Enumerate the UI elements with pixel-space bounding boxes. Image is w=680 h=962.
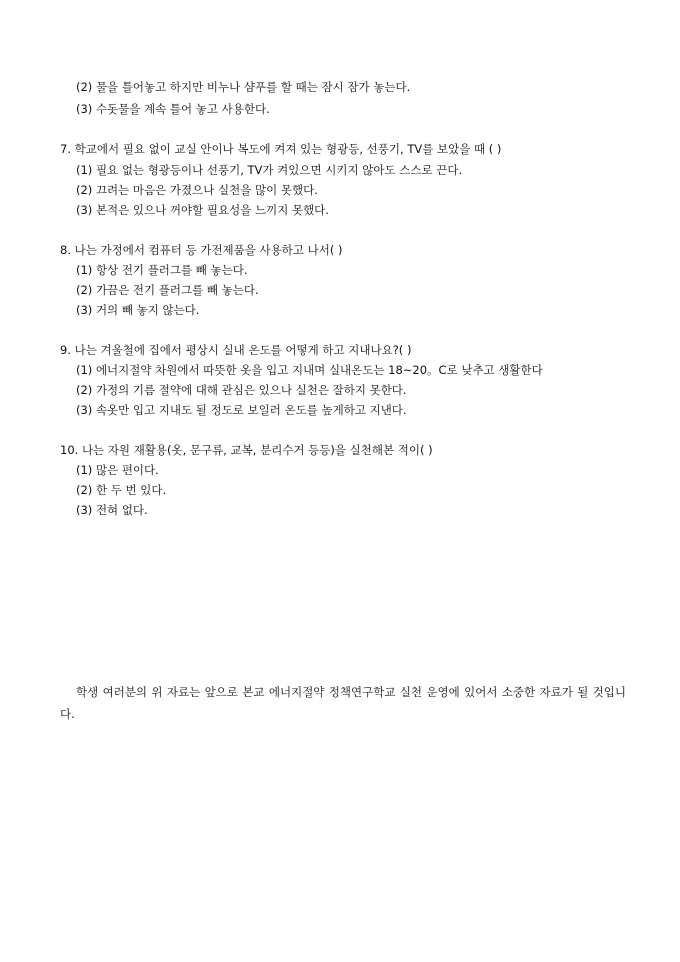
question-7-option-3: (3) 본적은 있으나 꺼야할 필요성을 느끼지 못했다. [76, 203, 329, 217]
question-10-option-3: (3) 전혀 없다. [76, 503, 148, 517]
pre-option-3: (3) 수돗물을 계속 틀어 놓고 사용한다. [76, 102, 270, 116]
question-9: 9. 나는 겨울철에 집에서 평상시 실내 온도를 어떻게 하고 지내나요?( ) [60, 343, 412, 357]
question-8: 8. 나는 가정에서 컴퓨터 등 가전제품을 사용하고 나서( ) [60, 243, 343, 257]
question-9-option-3: (3) 속옷만 입고 지내도 될 정도로 보일러 온도를 높게하고 지낸다. [76, 403, 407, 417]
question-10-option-2: (2) 한 두 번 있다. [76, 483, 167, 497]
question-8-option-2: (2) 가끔은 전기 플러그를 빼 놓는다. [76, 283, 259, 297]
question-10-option-1: (1) 많은 편이다. [76, 463, 159, 477]
question-9-option-2: (2) 가정의 기름 절약에 대해 관심은 있으나 실천은 잘하지 못한다. [76, 383, 407, 397]
question-8-option-1: (1) 항상 전기 플러그를 빼 놓는다. [76, 263, 248, 277]
question-9-option-1: (1) 에너지절약 차원에서 따뜻한 옷을 입고 지내며 실내온도는 18~20。C로 낮추고 생활한다 [76, 363, 543, 377]
question-8-option-3: (3) 거의 빼 놓지 않는다. [76, 303, 200, 317]
question-7-option-1: (1) 필요 없는 형광등이나 선풍기, TV가 켜있으면 시키지 않아도 스스로 끈다. [76, 163, 463, 177]
question-7: 7. 학교에서 필요 없이 교실 안이나 복도에 켜져 있는 형광등, 선풍기, TV를 보았을 때 ( ) [60, 142, 502, 156]
question-7-option-2: (2) 끄려는 마음은 가졌으나 실천을 많이 못했다. [76, 183, 318, 197]
closing-paragraph: 학생 여러분의 위 자료는 앞으로 본교 에너지절약 정책연구학교 실천 운영에 있어서 소중한 자료가 될 것입니다. [60, 685, 626, 721]
pre-option-2: (2) 물을 틀어놓고 하지만 비누나 샴푸를 할 때는 잠시 잠가 놓는다. [76, 80, 411, 94]
question-10: 10. 나는 자원 재활용(옷, 문구류, 교복, 분리수거 등등)을 실천해본 적이( ) [60, 443, 433, 457]
